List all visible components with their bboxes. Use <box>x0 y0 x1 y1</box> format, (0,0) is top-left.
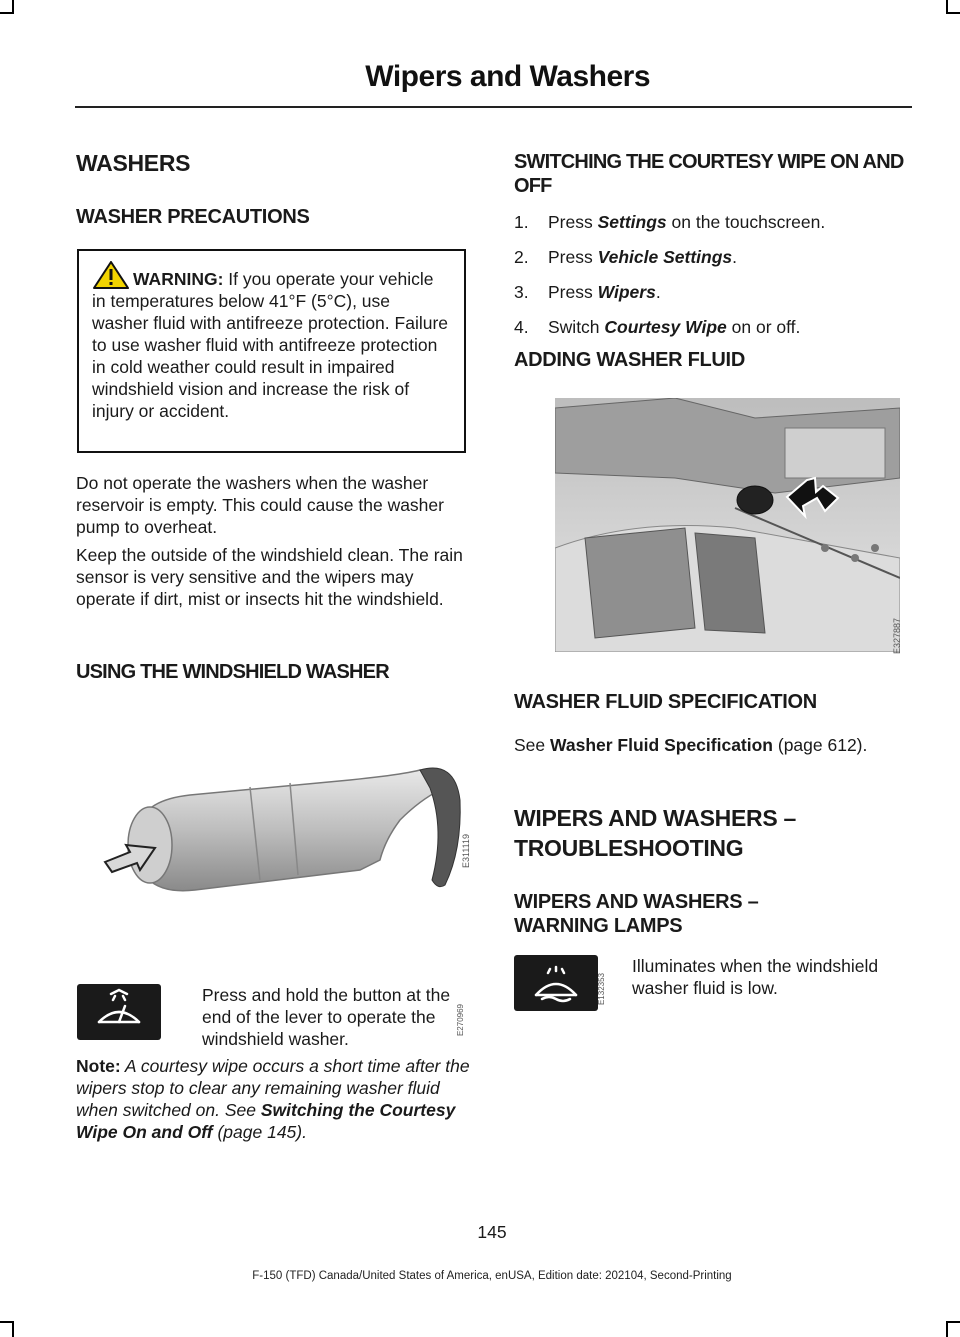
washer-symbol-box <box>77 984 161 1040</box>
page-number: 145 <box>477 1222 507 1242</box>
adding-fluid-heading: ADDING WASHER FLUID <box>514 349 745 371</box>
fluid-spec-link[interactable]: Washer Fluid Specification <box>550 735 773 755</box>
washers-heading: WASHERS <box>76 150 191 176</box>
page-title: Wipers and Washers <box>365 60 650 93</box>
engine-bay-illustration <box>555 398 902 655</box>
windshield-washer-heading: USING THE WINDSHIELD WASHER <box>76 661 389 683</box>
troubleshooting-heading-line2: TROUBLESHOOTING <box>514 835 744 861</box>
washer-precautions-heading: WASHER PRECAUTIONS <box>76 206 310 228</box>
note-page-ref: (page 145). <box>212 1122 307 1142</box>
warning-lamps-heading: WIPERS AND WASHERS – WARNING LAMPS <box>514 891 759 937</box>
note-text: A courtesy wipe occurs a short time after the wipers stop to clear any remaining washer fluid when switched on. See <box>76 1056 470 1120</box>
vehicle-settings-label: Vehicle Settings <box>597 247 733 267</box>
fluid-spec-heading: WASHER FLUID SPECIFICATION <box>514 691 817 713</box>
crop-mark <box>12 1323 14 1337</box>
courtesy-steps-list <box>514 211 912 351</box>
settings-label: Settings <box>597 212 667 232</box>
fluid-low-text: Illuminates when the windshield washer fluid is low. <box>632 956 879 998</box>
warning-label: WARNING: <box>133 269 224 289</box>
reservoir-paragraph: Do not operate the washers when the washer reservoir is empty. This could cause the washer pump to overheat. <box>76 473 444 537</box>
lamp-icon-code: E132353 <box>597 973 606 1006</box>
warning-text: If you operate your vehicle in temperatures below 41°F (5°C), use washer fluid with antifreeze protection. Failure to use washer fluid with antifreeze protection in cold weather could result in impaired windshield vision and increase the risk of injury or accident. <box>92 269 449 421</box>
step-item: 4. Switch Courtesy Wipe on or off. <box>514 317 801 337</box>
windshield-washer-icon <box>77 984 161 1040</box>
low-washer-fluid-icon <box>514 955 598 1011</box>
windshield-clean-paragraph: Keep the outside of the windshield clean. The rain sensor is very sensitive and the wipers may operate if dirt, mist or insects hit the windshield. <box>76 545 463 609</box>
title-divider <box>75 106 912 108</box>
press-hold-text: Press and hold the button at the end of the lever to operate the windshield washer. <box>202 985 451 1049</box>
courtesy-wipe-link[interactable]: Switching the Courtesy Wipe On and Off <box>76 1100 456 1142</box>
lever-image-code: E311119 <box>461 834 471 869</box>
engine-image-code: E327887 <box>892 618 902 655</box>
crop-mark <box>12 0 14 14</box>
warning-box <box>77 249 466 453</box>
troubleshooting-heading-line1: WIPERS AND WASHERS – <box>514 805 796 831</box>
warning-triangle-icon <box>93 261 129 289</box>
crop-mark <box>946 1321 960 1323</box>
crop-mark <box>946 12 960 14</box>
courtesy-wipe-label: Courtesy Wipe <box>604 317 727 337</box>
wiper-lever-illustration <box>100 760 472 930</box>
wipers-label: Wipers <box>597 282 656 302</box>
crop-mark <box>946 1323 948 1337</box>
fluid-spec-paragraph: See Washer Fluid Specification (page 612). <box>514 735 868 755</box>
courtesy-note <box>76 1055 478 1143</box>
edition-line: F-150 (TFD) Canada/United States of America, enUSA, Edition date: 202104, Second-Printing <box>252 1270 732 1282</box>
crop-mark <box>946 0 948 14</box>
step-item: 3. Press Wipers. <box>514 282 661 302</box>
step-item: 1. Press Settings on the touchscreen. <box>514 212 826 232</box>
washer-icon-code: E270969 <box>456 1004 465 1037</box>
step-item: 2. Press Vehicle Settings. <box>514 247 738 267</box>
note-label: Note: <box>76 1056 121 1076</box>
fluid-lamp-box <box>514 955 598 1011</box>
courtesy-wipe-heading: SWITCHING THE COURTESY WIPE ON AND OFF <box>514 151 904 197</box>
